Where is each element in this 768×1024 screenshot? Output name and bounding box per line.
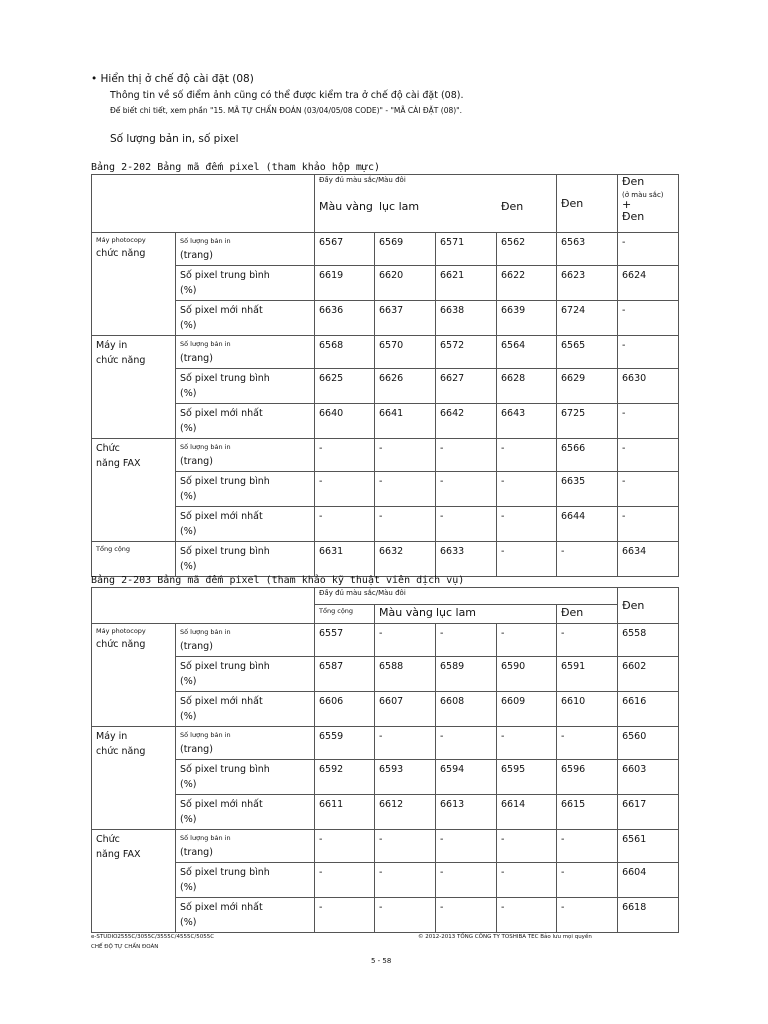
table-cell: 6633	[436, 542, 497, 577]
table-cell: -	[557, 624, 618, 657]
table-cell: -	[618, 439, 679, 472]
table-cell: 6563	[557, 233, 618, 266]
footer-copyright: © 2012-2013 TỔNG CÔNG TY TOSHIBA TEC Bảo lưu mọi quyền	[418, 934, 592, 940]
table1-caption: Bảng 2-202 Bảng mã đếm pixel (tham khảo hộp mực)	[91, 162, 380, 173]
table-cell: 6640	[315, 404, 375, 439]
table-cell: 6560	[618, 727, 679, 760]
table-cell: -	[497, 507, 557, 542]
table-row	[92, 369, 679, 404]
table1-header-blank	[92, 175, 315, 233]
table-row	[92, 692, 679, 727]
table-row	[92, 233, 679, 266]
table-cell: -	[497, 830, 557, 863]
table-row	[92, 301, 679, 336]
row-metric-label: Số lượng bản in (trang)	[176, 624, 315, 657]
bullet-heading: • Hiển thị ở chế độ cài đặt (08)	[91, 73, 254, 85]
table-cell: -	[497, 863, 557, 898]
table-cell: 6567	[315, 233, 375, 266]
table-cell: 6592	[315, 760, 375, 795]
table-cell: -	[436, 472, 497, 507]
table-cell: -	[497, 624, 557, 657]
table-cell: 6569	[375, 233, 436, 266]
table-cell: 6630	[618, 369, 679, 404]
table-cell: -	[375, 472, 436, 507]
table-cell: -	[436, 830, 497, 863]
table-cell: 6625	[315, 369, 375, 404]
table-cell: 6564	[497, 336, 557, 369]
table-cell: -	[375, 863, 436, 898]
table-cell: 6632	[375, 542, 436, 577]
table-cell: -	[557, 863, 618, 898]
table-cell: -	[557, 830, 618, 863]
table-cell: 6568	[315, 336, 375, 369]
row-metric-label: Số pixel trung bình (%)	[176, 266, 315, 301]
table-cell: 6619	[315, 266, 375, 301]
table-cell: 6607	[375, 692, 436, 727]
table-cell: 6595	[497, 760, 557, 795]
table-cell: 6596	[557, 760, 618, 795]
table-cell: -	[315, 507, 375, 542]
table-cell: 6616	[618, 692, 679, 727]
table-cell: 6643	[497, 404, 557, 439]
table-cell: 6572	[436, 336, 497, 369]
table2-header-yellow-cyan: Màu vàng lục lam	[375, 605, 557, 624]
table-cell: 6603	[618, 760, 679, 795]
table-cell: 6565	[557, 336, 618, 369]
table-row	[92, 760, 679, 795]
table-cell: -	[497, 472, 557, 507]
table-cell: -	[436, 863, 497, 898]
row-group-label: Chức năng FAX	[92, 439, 176, 542]
table2	[91, 587, 679, 933]
footer-mode: CHẾ ĐỘ TỰ CHẨN ĐOÁN	[91, 944, 159, 950]
table-cell: -	[436, 439, 497, 472]
table-cell: 6570	[375, 336, 436, 369]
table-cell: 6631	[315, 542, 375, 577]
row-metric-label: Số pixel trung bình (%)	[176, 657, 315, 692]
table-cell: -	[436, 507, 497, 542]
intro-line-1: Thông tin về số điểm ảnh cũng có thể được kiểm tra ở chế độ cài đặt (08).	[110, 90, 464, 101]
row-group-label: Máy in chức năng	[92, 727, 176, 830]
table-cell: -	[436, 727, 497, 760]
table-cell: 6628	[497, 369, 557, 404]
table-row	[92, 624, 679, 657]
table-cell: -	[497, 439, 557, 472]
table-cell: 6624	[618, 266, 679, 301]
table-cell: -	[618, 233, 679, 266]
table-row	[92, 795, 679, 830]
table-cell: 6724	[557, 301, 618, 336]
row-metric-label: Số lượng bản in (trang)	[176, 336, 315, 369]
row-metric-label: Số pixel trung bình (%)	[176, 472, 315, 507]
table-cell: -	[315, 830, 375, 863]
table-row	[92, 863, 679, 898]
table-row	[92, 657, 679, 692]
row-metric-label: Số pixel mới nhất (%)	[176, 301, 315, 336]
row-metric-label: Số pixel trung bình (%)	[176, 863, 315, 898]
table-cell: 6725	[557, 404, 618, 439]
table-cell: 6589	[436, 657, 497, 692]
table-cell: -	[436, 898, 497, 933]
table-cell: 6587	[315, 657, 375, 692]
table-cell: -	[618, 301, 679, 336]
table-cell: -	[497, 898, 557, 933]
table-cell: 6626	[375, 369, 436, 404]
table2-header-blank	[92, 588, 315, 624]
table-cell: 6591	[557, 657, 618, 692]
table-row	[92, 336, 679, 369]
table-cell: 6638	[436, 301, 497, 336]
table-row	[92, 727, 679, 760]
table-row	[92, 404, 679, 439]
row-metric-label: Số pixel mới nhất (%)	[176, 898, 315, 933]
table-row	[92, 472, 679, 507]
table1-header-yellow: Màu vàng	[319, 200, 373, 213]
table-cell: 6618	[618, 898, 679, 933]
table-cell: 6557	[315, 624, 375, 657]
table-cell: 6606	[315, 692, 375, 727]
table-row	[92, 898, 679, 933]
table-cell: 6623	[557, 266, 618, 301]
table2-header-black: Đen	[557, 605, 618, 624]
table-cell: -	[375, 507, 436, 542]
table-cell: -	[375, 727, 436, 760]
table2-header-last: Đen	[618, 588, 679, 624]
table-cell: -	[315, 472, 375, 507]
table-cell: -	[618, 507, 679, 542]
table-cell: 6566	[557, 439, 618, 472]
table-cell: -	[618, 404, 679, 439]
table-cell: -	[618, 472, 679, 507]
table-cell: -	[557, 727, 618, 760]
table1-header-group: Đầy đủ màu sắc/Màu đôi Màu vàng lục lam Đen	[315, 175, 557, 233]
row-metric-label: Số lượng bản in (trang)	[176, 233, 315, 266]
table-cell: -	[497, 727, 557, 760]
table1	[91, 174, 679, 577]
table-cell: 6622	[497, 266, 557, 301]
table-cell: -	[375, 830, 436, 863]
row-metric-label: Số pixel mới nhất (%)	[176, 404, 315, 439]
table-cell: 6615	[557, 795, 618, 830]
table-cell: 6641	[375, 404, 436, 439]
table1-header-cyan: lục lam	[379, 200, 420, 213]
table-cell: 6617	[618, 795, 679, 830]
table-row	[92, 507, 679, 542]
table-cell: 6608	[436, 692, 497, 727]
table-cell: 6637	[375, 301, 436, 336]
table-cell: 6636	[315, 301, 375, 336]
table-cell: 6610	[557, 692, 618, 727]
table-cell: 6620	[375, 266, 436, 301]
table-cell: 6571	[436, 233, 497, 266]
table1-header-last: Đen (ở màu sắc) + Đen	[618, 175, 679, 233]
row-group-label: Máy photocopy chức năng	[92, 624, 176, 727]
table-cell: -	[557, 542, 618, 577]
table-row	[92, 439, 679, 472]
row-metric-label: Số pixel trung bình (%)	[176, 542, 315, 577]
table-cell: 6602	[618, 657, 679, 692]
table-cell: -	[375, 624, 436, 657]
table2-caption: Bảng 2-203 Bảng mã đếm pixel (tham khảo kỹ thuật viên dịch vụ)	[91, 575, 465, 586]
table1-header-black: Đen	[501, 200, 524, 213]
table-cell: 6561	[618, 830, 679, 863]
row-metric-label: Số lượng bản in (trang)	[176, 830, 315, 863]
row-group-label: Tổng cộng	[92, 542, 176, 577]
table-cell: 6621	[436, 266, 497, 301]
table-cell: -	[375, 439, 436, 472]
intro-line-2: Để biết chi tiết, xem phần "15. MÃ TỰ CHẨN ĐOÁN (03/04/05/08 CODE)" - "MÃ CÀI ĐẶT (08)".	[110, 106, 463, 115]
table-cell: 6593	[375, 760, 436, 795]
table-cell: 6635	[557, 472, 618, 507]
table-cell: 6639	[497, 301, 557, 336]
row-metric-label: Số lượng bản in (trang)	[176, 439, 315, 472]
table-cell: 6588	[375, 657, 436, 692]
table-cell: 6629	[557, 369, 618, 404]
table-cell: 6614	[497, 795, 557, 830]
table-cell: 6590	[497, 657, 557, 692]
table-cell: 6642	[436, 404, 497, 439]
table2-header-group: Đầy đủ màu sắc/Màu đôi	[315, 588, 618, 605]
table-cell: -	[618, 336, 679, 369]
table-cell: -	[436, 624, 497, 657]
table-cell: 6562	[497, 233, 557, 266]
table-cell: -	[557, 898, 618, 933]
sub-heading: Số lượng bản in, số pixel	[110, 133, 239, 145]
table2-header-total: Tổng cộng	[315, 605, 375, 624]
table-cell: 6612	[375, 795, 436, 830]
row-group-label: Máy photocopy chức năng	[92, 233, 176, 336]
table-cell: 6627	[436, 369, 497, 404]
row-metric-label: Số pixel mới nhất (%)	[176, 692, 315, 727]
table-row	[92, 266, 679, 301]
table-cell: 6609	[497, 692, 557, 727]
page-number: 5 - 58	[371, 957, 392, 965]
table1-header-black2: Đen	[557, 175, 618, 233]
table-cell: 6559	[315, 727, 375, 760]
table-cell: 6558	[618, 624, 679, 657]
table-cell: 6611	[315, 795, 375, 830]
table-row	[92, 830, 679, 863]
row-metric-label: Số pixel trung bình (%)	[176, 760, 315, 795]
table-cell: 6613	[436, 795, 497, 830]
row-metric-label: Số pixel trung bình (%)	[176, 369, 315, 404]
table-cell: -	[497, 542, 557, 577]
footer-model: e-STUDIO2555C/3055C/3555C/4555C/5055C	[91, 934, 215, 940]
row-metric-label: Số pixel mới nhất (%)	[176, 507, 315, 542]
table-cell: -	[315, 439, 375, 472]
table-cell: 6634	[618, 542, 679, 577]
table-cell: 6644	[557, 507, 618, 542]
row-group-label: Chức năng FAX	[92, 830, 176, 933]
row-group-label: Máy in chức năng	[92, 336, 176, 439]
row-metric-label: Số pixel mới nhất (%)	[176, 795, 315, 830]
table-cell: 6604	[618, 863, 679, 898]
table-cell: -	[375, 898, 436, 933]
table-cell: 6594	[436, 760, 497, 795]
table-cell: -	[315, 863, 375, 898]
table-cell: -	[315, 898, 375, 933]
row-metric-label: Số lượng bản in (trang)	[176, 727, 315, 760]
table-row	[92, 542, 679, 577]
